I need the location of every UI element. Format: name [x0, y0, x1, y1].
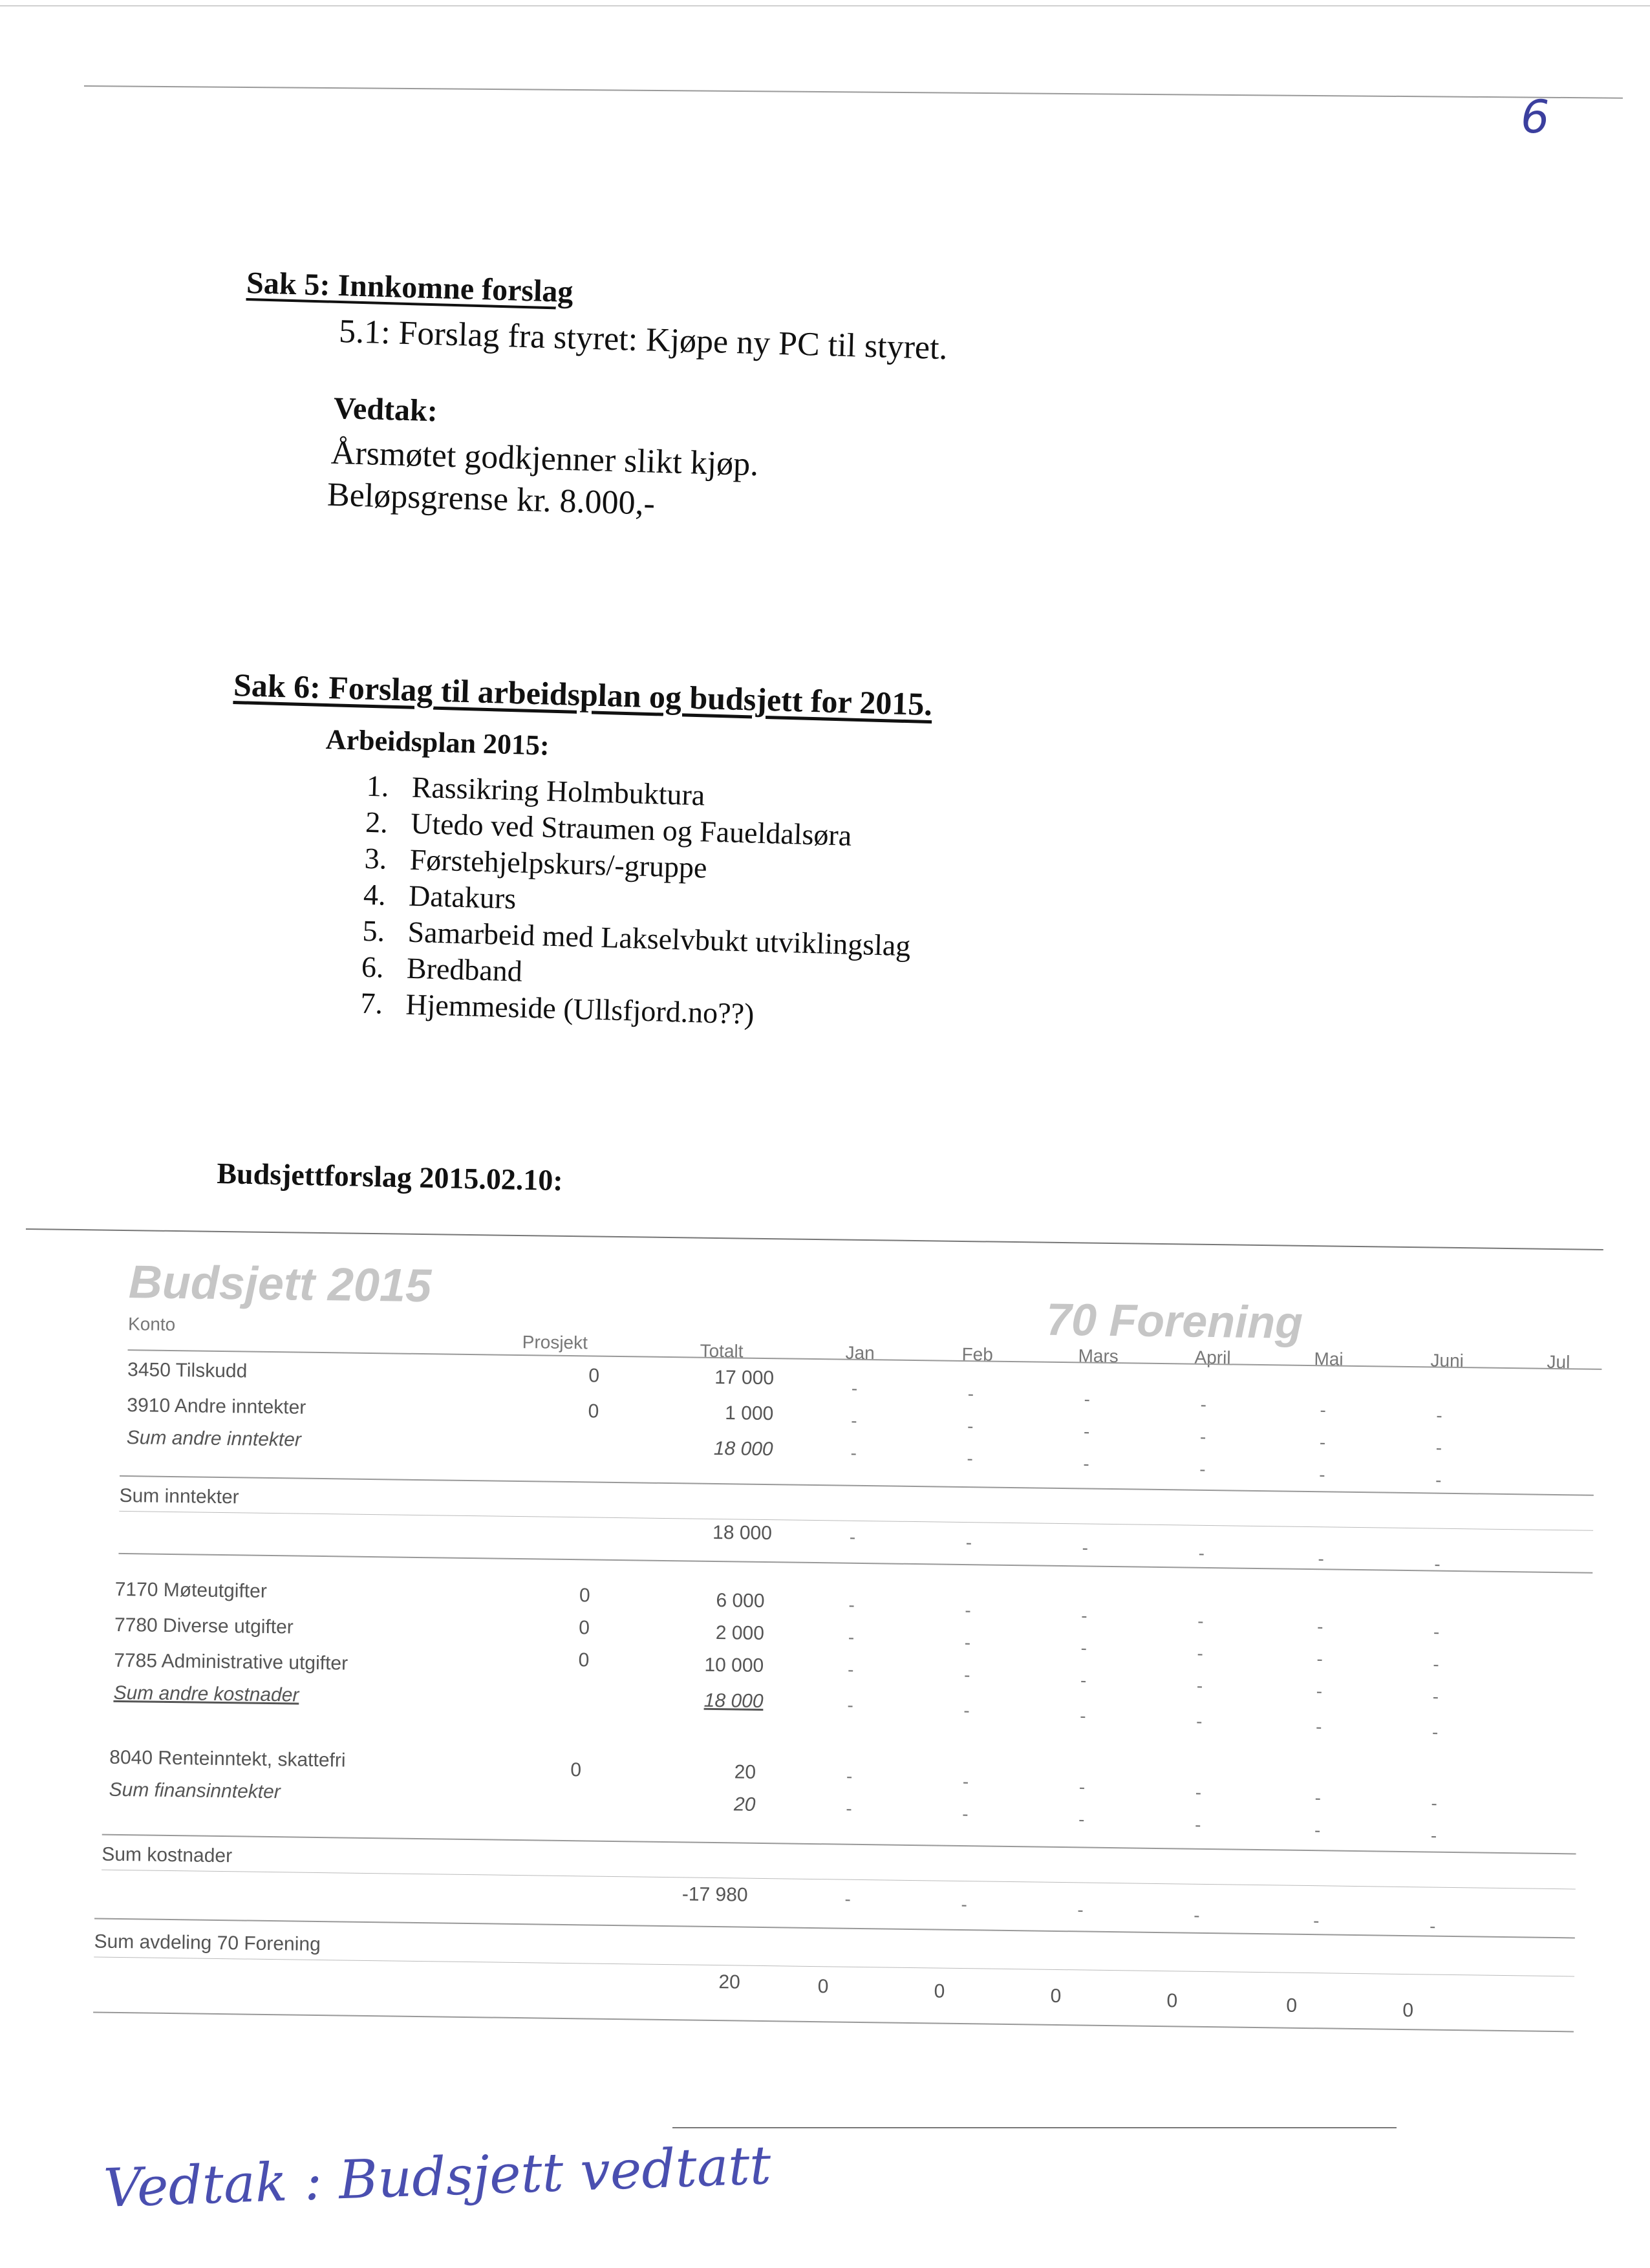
month-dash: - [1195, 1782, 1202, 1803]
col-jan: Jan [845, 1342, 875, 1364]
month-dash: - [1080, 1706, 1086, 1726]
row-7785-totalt: 10 000 [704, 1654, 764, 1676]
month-dash: - [1080, 1638, 1088, 1658]
col-prosjekt: Prosjekt [522, 1332, 588, 1353]
month-dash: - [963, 1700, 970, 1721]
list-item: 6. Bredband [361, 950, 523, 988]
month-dash: - [967, 1416, 974, 1437]
month-dash: - [1320, 1400, 1327, 1420]
month-dash: - [1432, 1686, 1439, 1707]
month-dash: - [846, 1766, 853, 1786]
month-dash: - [1198, 1543, 1205, 1563]
budget-label: Budsjettforslag 2015.02.10: [216, 1156, 564, 1197]
row-7170-prosjekt: 0 [579, 1585, 590, 1607]
sak6-section [224, 666, 933, 1038]
rule [120, 1475, 1594, 1496]
row-3910-label: 3910 Andre inntekter [127, 1395, 306, 1418]
budget-table [14, 1228, 1603, 2167]
month-dash: - [1434, 1554, 1441, 1574]
row-sum-avdeling-mai: 0 [1286, 1995, 1298, 2017]
month-dash: - [851, 1410, 857, 1431]
month-dash: - [1199, 1459, 1206, 1479]
month-dash: - [1312, 1910, 1320, 1931]
col-april: April [1194, 1347, 1231, 1368]
month-dash: - [1314, 1820, 1321, 1841]
month-dash: - [1197, 1610, 1204, 1631]
month-dash: - [1316, 1616, 1323, 1637]
row-7780-prosjekt: 0 [579, 1617, 590, 1639]
scan-edge [0, 5, 1650, 6]
row-sum-andre-kostnader-label: Sum andre kostnader [113, 1682, 299, 1706]
list-item: 2. Utedo ved Straumen og Faueldalsøra [365, 805, 852, 852]
month-dash: - [847, 1659, 854, 1680]
budget-title: Budsjett 2015 [128, 1256, 432, 1312]
row-sum-inntekter-totalt: 18 000 [712, 1521, 773, 1545]
rule [102, 1834, 1576, 1855]
row-sum-avdeling-totalt: 20 [718, 1971, 741, 1993]
row-sum-avdeling-jan: 0 [817, 1976, 829, 1998]
month-dash: - [1436, 1405, 1442, 1426]
row-sum-andre-kostnader-totalt: 18 000 [703, 1689, 764, 1712]
row-8040-totalt: 20 [734, 1761, 756, 1783]
list-item: 7. Hjemmeside (Ullsfjord.no??) [359, 986, 755, 1031]
month-dash: - [964, 1632, 971, 1653]
month-dash: - [847, 1695, 853, 1715]
month-dash: - [844, 1888, 852, 1909]
month-dash: - [1083, 1453, 1089, 1474]
row-sum-finansinntekter-totalt: 20 [733, 1793, 756, 1815]
budget-org: 70 Forening [1045, 1294, 1303, 1348]
month-dash: - [965, 1532, 972, 1553]
row-sum-kostnader-label: Sum kostnader [102, 1843, 233, 1867]
month-dash: - [1197, 1643, 1204, 1664]
month-dash: - [1199, 1426, 1206, 1447]
month-dash: - [965, 1600, 971, 1621]
month-dash: - [1078, 1777, 1086, 1797]
month-dash: - [963, 1665, 970, 1685]
row-8040-prosjekt: 0 [570, 1759, 582, 1781]
month-dash: - [1194, 1814, 1201, 1835]
month-dash: - [1080, 1670, 1087, 1691]
row-sum-avdeling-label: Sum avdeling 70 Forening [94, 1931, 321, 1956]
month-dash: - [967, 1448, 974, 1469]
month-dash: - [851, 1378, 858, 1398]
col-konto: Konto [127, 1314, 176, 1335]
row-3450-label: 3450 Tilskudd [127, 1359, 248, 1382]
list-item: 1. Rassikring Holmbuktura [366, 769, 705, 812]
month-dash: - [846, 1798, 852, 1819]
col-feb: Feb [961, 1343, 994, 1365]
rule [118, 1553, 1592, 1574]
sak5-title: Sak 5: Innkomne forslag [246, 265, 574, 310]
handwritten-note: Vedtak : Budsjett vedtatt [102, 2135, 772, 2220]
arbeidsplan-label: Arbeidsplan 2015: [325, 723, 550, 762]
month-dash: - [1431, 1793, 1438, 1813]
header-rule [84, 85, 1623, 99]
month-dash: - [1196, 1675, 1203, 1696]
table-top-edge [26, 1228, 1603, 1250]
row-sum-finansinntekter-label: Sum finansinntekter [109, 1779, 281, 1803]
row-7780-label: 7780 Diverse utgifter [114, 1614, 294, 1638]
month-dash: - [1083, 1421, 1090, 1442]
month-dash: - [1319, 1432, 1326, 1453]
month-dash: - [1429, 1916, 1436, 1936]
rule [102, 1870, 1576, 1890]
month-dash: - [1433, 1654, 1439, 1674]
list-item: 4. Datakurs [363, 877, 517, 915]
row-sum-inntekter-label: Sum inntekter [119, 1484, 239, 1508]
col-juni: Juni [1430, 1350, 1464, 1371]
row-7170-label: 7170 Møteutgifter [114, 1578, 268, 1602]
month-dash: - [1435, 1437, 1442, 1458]
row-7780-totalt: 2 000 [715, 1622, 765, 1644]
month-dash: - [1194, 1905, 1200, 1925]
month-dash: - [1314, 1788, 1322, 1808]
sak5-section [240, 265, 949, 531]
col-mars: Mars [1078, 1345, 1119, 1367]
month-dash: - [850, 1442, 857, 1463]
rule [93, 2011, 1574, 2032]
month-dash: - [1200, 1394, 1207, 1415]
row-sum-andre-inntekter-totalt: 18 000 [713, 1437, 773, 1460]
month-dash: - [1084, 1389, 1091, 1409]
row-sum-avdeling-juni: 0 [1402, 1999, 1414, 2022]
sak5-decision-line2: Beløpsgrense kr. 8.000,- [327, 476, 656, 522]
row-sum-avdeling-feb: 0 [934, 1980, 945, 2002]
col-jul: Jul [1547, 1351, 1570, 1373]
page-number: 6 [1521, 91, 1550, 144]
list-item: 5. Samarbeid med Lakselvbukt utviklingslag [361, 914, 912, 963]
sak6-title: Sak 6: Forslag til arbeidsplan og budsjett for 2015. [233, 666, 933, 723]
month-dash: - [1078, 1809, 1085, 1830]
scan-bottom-rule [672, 2127, 1397, 2128]
sak5-decision-label: Vedtak: [333, 390, 438, 429]
row-7170-totalt: 6 000 [716, 1590, 765, 1612]
month-dash: - [1318, 1464, 1325, 1485]
col-totalt: Totalt [700, 1340, 744, 1362]
col-mai: Mai [1314, 1349, 1344, 1369]
row-7785-prosjekt: 0 [578, 1649, 590, 1671]
month-dash: - [1195, 1711, 1203, 1731]
row-sum-avdeling-mars: 0 [1050, 1985, 1062, 2007]
row-7785-label: 7785 Administrative utgifter [114, 1649, 348, 1674]
month-dash: - [849, 1526, 856, 1547]
row-8040-label: 8040 Renteinntekt, skattefri [109, 1746, 346, 1771]
row-sum-avdeling-april: 0 [1166, 1990, 1178, 2012]
month-dash: - [848, 1594, 855, 1615]
row-3910-prosjekt: 0 [588, 1400, 599, 1422]
month-dash: - [1430, 1825, 1437, 1846]
month-dash: - [848, 1627, 855, 1647]
sak5-proposal: 5.1: Forslag fra styret: Kjøpe ny PC til styret. [338, 313, 948, 367]
month-dash: - [1077, 1899, 1084, 1920]
row-sum-andre-inntekter-label: Sum andre inntekter [126, 1427, 302, 1451]
month-dash: - [962, 1771, 969, 1792]
row-3450-prosjekt: 0 [588, 1365, 600, 1387]
month-dash: - [1318, 1548, 1325, 1569]
rule [94, 1956, 1574, 1976]
month-dash: - [1433, 1621, 1440, 1642]
month-dash: - [967, 1384, 974, 1404]
month-dash: - [1315, 1717, 1322, 1737]
month-dash: - [1431, 1722, 1439, 1742]
month-dash: - [962, 1804, 969, 1824]
row-sum-kostnader-totalt: -17 980 [681, 1883, 748, 1906]
rule [119, 1511, 1593, 1531]
row-3910-totalt: 1 000 [725, 1402, 774, 1425]
month-dash: - [1082, 1537, 1089, 1558]
month-dash: - [1435, 1470, 1442, 1490]
month-dash: - [1316, 1649, 1323, 1669]
arbeidsplan-list [360, 769, 930, 1038]
month-dash: - [1316, 1681, 1323, 1702]
month-dash: - [1081, 1605, 1088, 1626]
month-dash: - [961, 1894, 967, 1915]
sak5-decision-line1: Årsmøtet godkjenner slikt kjøp. [330, 434, 759, 484]
list-item: 3. Førstehjelpskurs/-gruppe [364, 841, 708, 884]
row-3450-totalt: 17 000 [714, 1366, 775, 1389]
